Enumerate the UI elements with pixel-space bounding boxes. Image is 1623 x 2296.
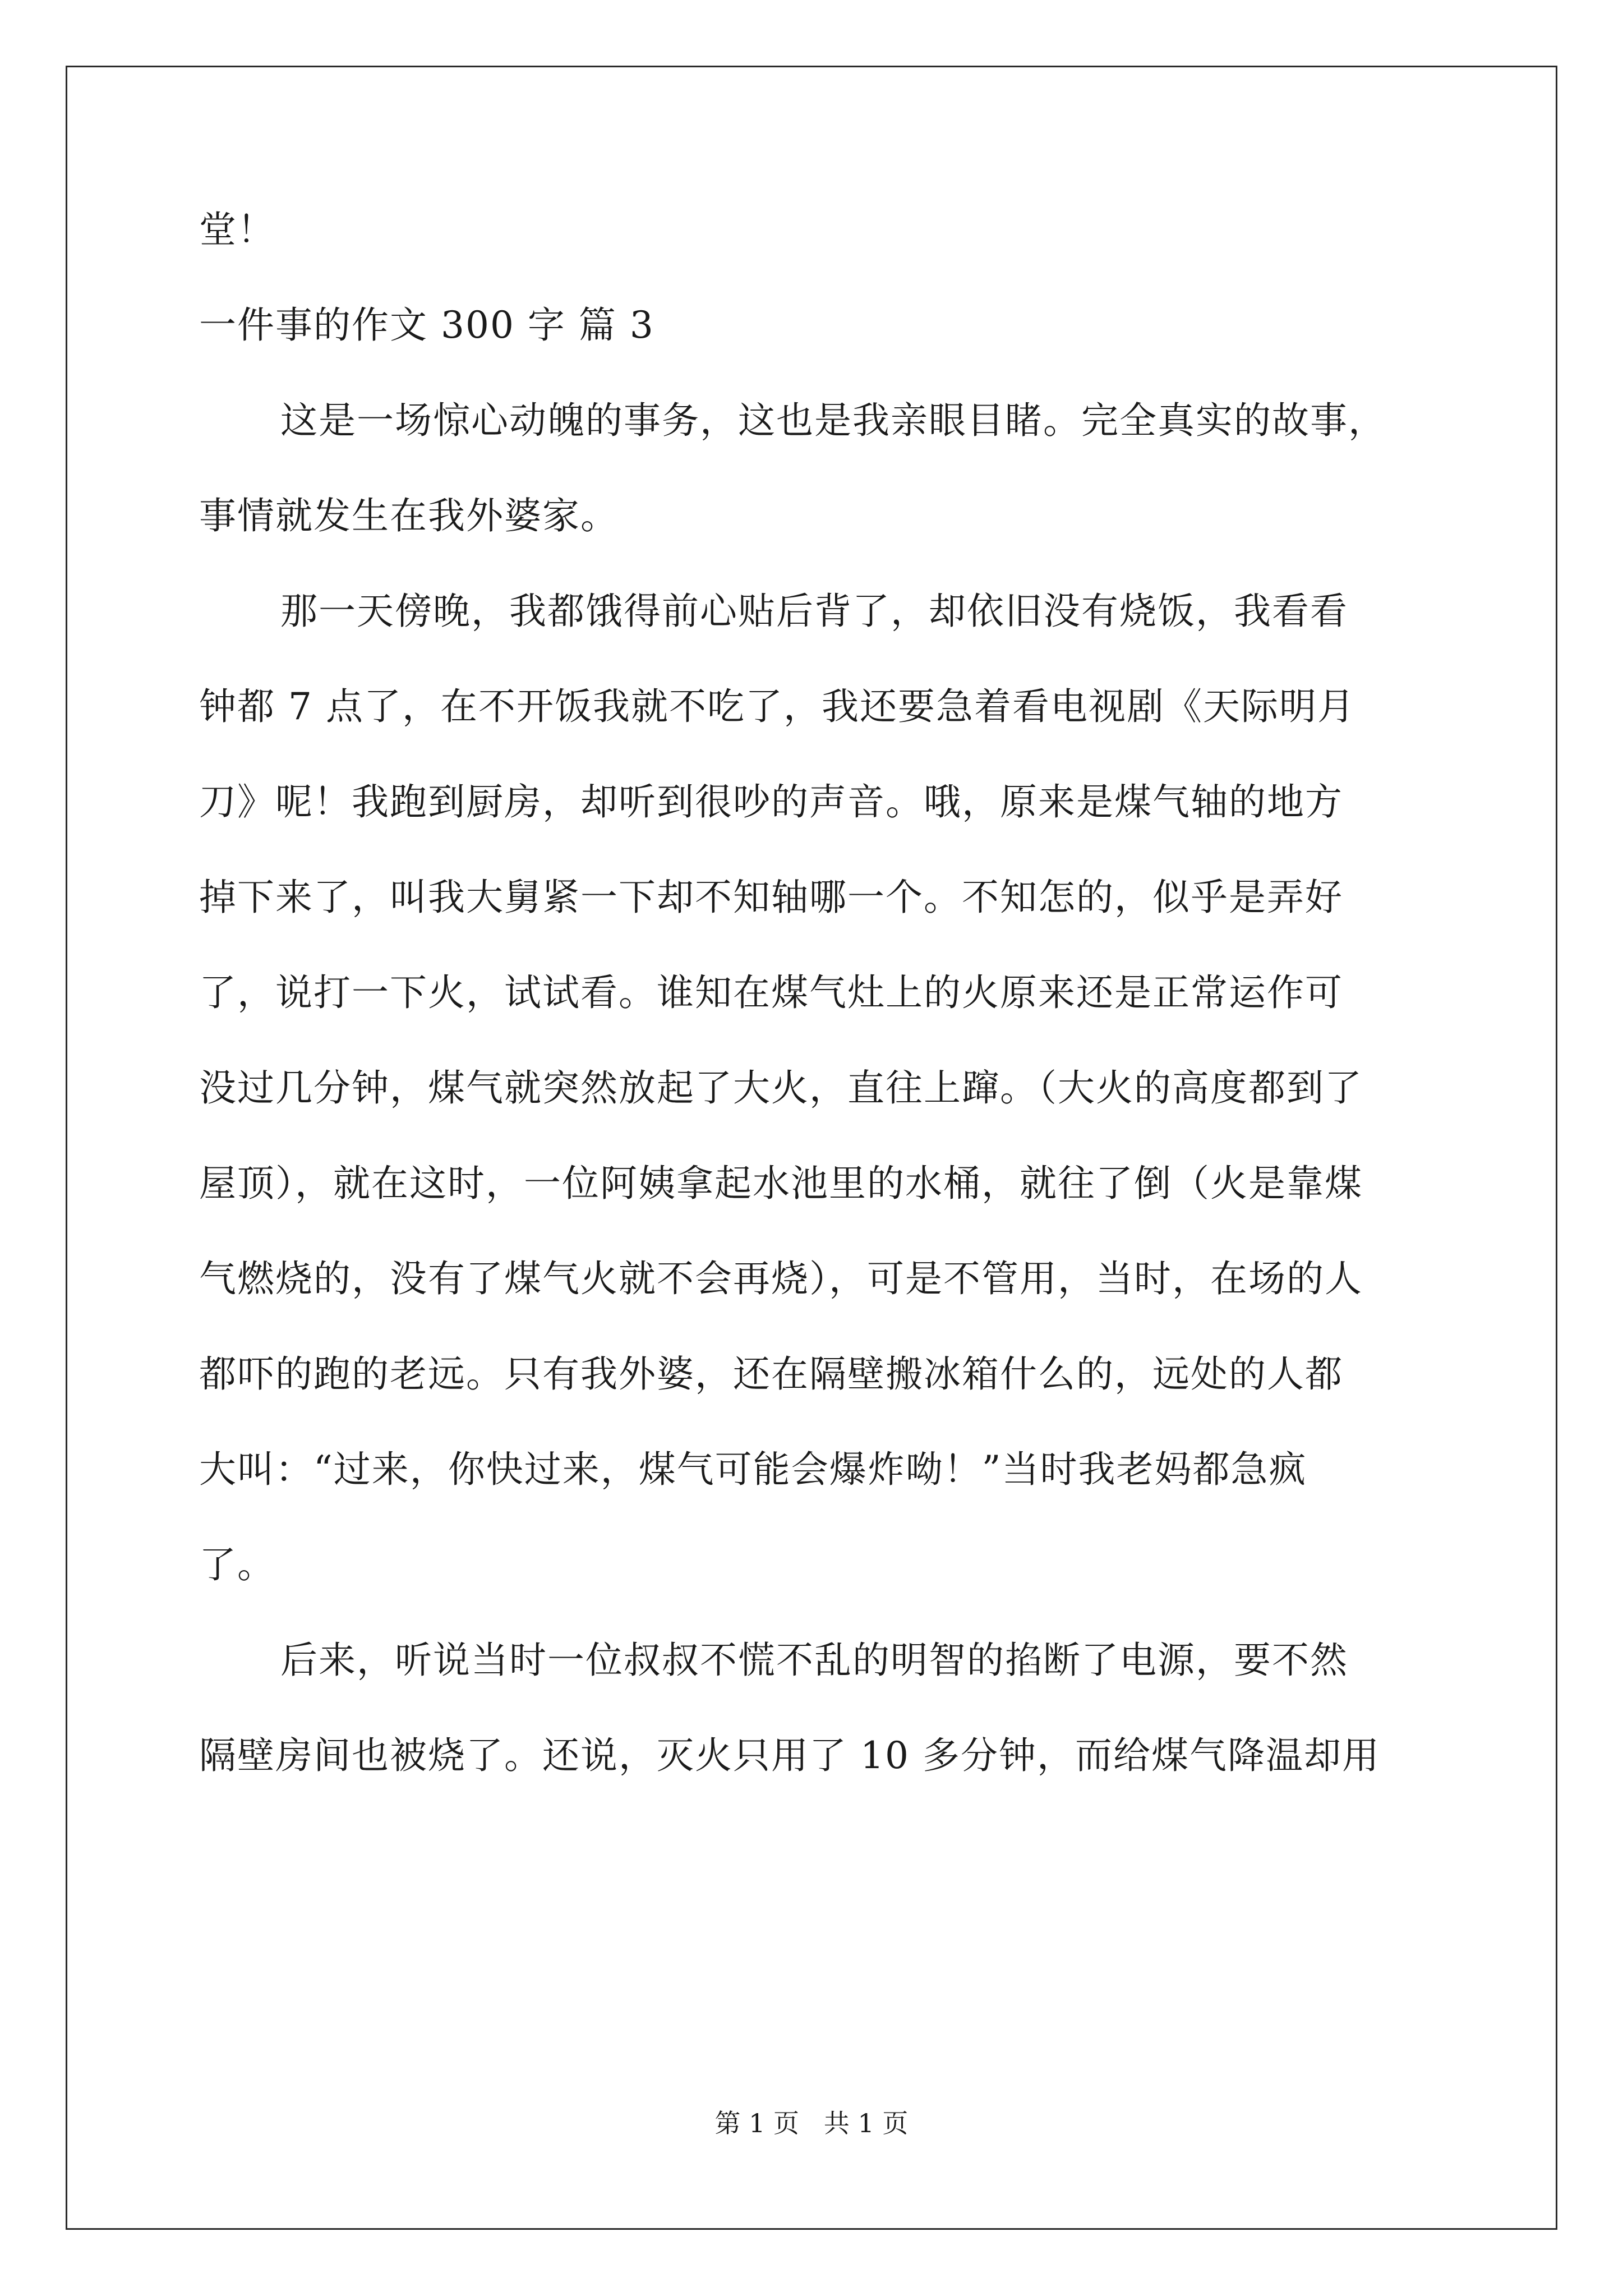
paragraph-line: 屋顶），就在这时，一位阿姨拿起水池里的水桶，就往了倒（火是靠煤 xyxy=(199,1162,1363,1205)
paragraph-line: 了。 xyxy=(199,1543,275,1586)
paragraph-line: 了，说打一下火，试试看。谁知在煤气灶上的火原来还是正常运作可 xyxy=(199,971,1343,1014)
paragraph-line: 掉下来了，叫我大舅紧一下却不知轴哪一个。不知怎的，似乎是弄好 xyxy=(199,876,1343,919)
paragraph-line: 那一天傍晚，我都饿得前心贴后背了，却依旧没有烧饭，我看看 xyxy=(280,590,1348,633)
page-footer: 第 1 页 共 1 页 xyxy=(714,2108,909,2138)
paragraph-line: 刀》呢！我跑到厨房，却听到很吵的声音。哦，原来是煤气轴的地方 xyxy=(199,780,1343,823)
paragraph-line: 都吓的跑的老远。只有我外婆，还在隔壁搬冰箱什么的，远处的人都 xyxy=(199,1352,1343,1396)
paragraph-line: 这是一场惊心动魄的事务，这也是我亲眼目睹。完全真实的故事， xyxy=(280,399,1386,442)
paragraph-line: 大叫：“过来，你快过来，煤气可能会爆炸呦！”当时我老妈都急疯 xyxy=(199,1448,1307,1491)
paragraph-line: 隔壁房间也被烧了。还说，灭火只用了 10 多分钟，而给煤气降温却用 xyxy=(199,1734,1380,1777)
paragraph-line: 钟都 7 点了，在不开饭我就不吃了，我还要急着看电视剧《天际明月 xyxy=(199,685,1355,728)
paragraph-line: 没过几分钟，煤气就突然放起了大火，直往上蹿。（大火的高度都到了 xyxy=(199,1066,1363,1110)
text-line: 堂！ xyxy=(199,208,275,251)
section-heading: 一件事的作文 300 字 篇 3 xyxy=(199,303,654,347)
paragraph-line: 后来，听说当时一位叔叔不慌不乱的明智的掐断了电源，要不然 xyxy=(280,1639,1348,1682)
paragraph-line: 事情就发生在我外婆家。 xyxy=(199,494,619,537)
page-frame xyxy=(66,66,1557,2230)
paragraph-line: 气燃烧的，没有了煤气火就不会再烧），可是不管用，当时，在场的人 xyxy=(199,1257,1363,1300)
